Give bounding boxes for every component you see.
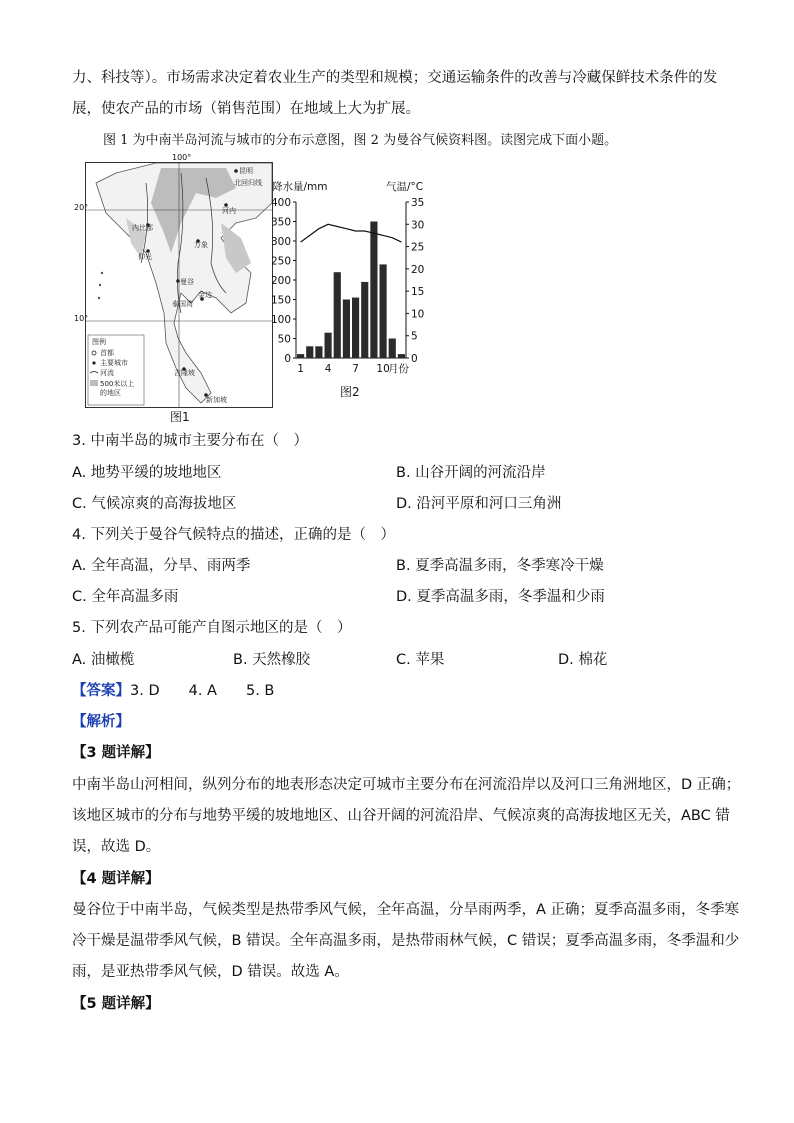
left-tick-label: 0	[284, 353, 291, 365]
left-tick-label: 350	[272, 216, 291, 229]
map-lon-label: 100°	[172, 153, 192, 162]
city-label-naypyidaw: 内比都	[132, 224, 153, 232]
answer-tag: 【答案】	[72, 683, 130, 699]
island-3	[98, 297, 100, 299]
detail-4-heading: 【4 题详解】	[72, 871, 160, 887]
q4-option-d[interactable]: D. 夏季高温多雨，冬季温和少雨	[396, 589, 605, 605]
right-tick-label: 5	[411, 330, 418, 343]
detail-4-line-1: 曼谷位于中南半岛，气候类型是热带季风气候，全年高温，分旱雨两季，A 正确；夏季高温多雨，冬季寒	[72, 902, 740, 918]
precip-bar	[297, 354, 304, 358]
answer-text: 3. D 4. A 5. B	[130, 683, 275, 699]
precip-bar	[315, 346, 322, 358]
detail-4-line-2: 冷干燥是温带季风气候，B 错误。全年高温多雨，是热带雨林气候，C 错误；夏季高温多雨，冬季温和少	[72, 933, 740, 949]
legend-city-symbol	[92, 361, 95, 364]
city-dot-kunming	[234, 169, 238, 173]
gulf-label: 泰国湾	[172, 300, 193, 308]
q3-stem: 3. 中南半岛的城市主要分布在（ ）	[72, 433, 308, 449]
q4-stem: 4. 下列关于曼谷气候特点的描述，正确的是（ ）	[72, 527, 395, 543]
left-tick-label: 300	[272, 236, 291, 248]
left-tick-label: 100	[272, 314, 291, 326]
city-label-singapore: 新加坡	[206, 396, 227, 404]
city-label-bangkok: 曼谷	[180, 278, 194, 286]
analysis-tag: 【解析】	[72, 714, 130, 730]
legend-city: 主要城市	[100, 359, 128, 367]
figure-intro: 图 1 为中南半岛河流与城市的分布示意图，图 2 为曼谷气候资料图。读图完成下面小题。	[103, 133, 618, 148]
island-2	[99, 284, 101, 286]
right-axis-title: 气温/°C	[386, 181, 424, 193]
map-lat20-label: 20°	[74, 203, 89, 212]
detail-3-line-3: 误，故选 D。	[72, 839, 161, 855]
left-tick-label: 50	[277, 333, 291, 346]
left-tick-label: 400	[272, 197, 291, 209]
tropic-label: 北回归线	[234, 179, 262, 187]
precip-bar	[380, 264, 387, 358]
q5-option-d[interactable]: D. 棉花	[558, 652, 608, 668]
temperature-line	[301, 224, 402, 242]
climate-svg	[272, 176, 442, 400]
island-1	[101, 272, 103, 274]
city-label-yangon: 仰光	[138, 253, 152, 261]
left-tick-label: 150	[272, 294, 291, 307]
q4-option-a[interactable]: A. 全年高温，分旱、雨两季	[72, 558, 251, 574]
right-tick-label: 0	[411, 353, 418, 365]
city-label-vientiane: 万象	[194, 241, 208, 249]
x-tick-label: 1	[297, 363, 304, 375]
legend-highland-symbol	[90, 380, 98, 386]
precip-bar	[370, 222, 377, 359]
left-axis-title: 降水量/mm	[272, 181, 328, 193]
city-label-hanoi: 河内	[222, 207, 236, 215]
legend-river: 河流	[100, 369, 114, 377]
x-tick-label: 4	[324, 363, 332, 375]
q3-option-c[interactable]: C. 气候凉爽的高海拔地区	[72, 496, 237, 512]
right-tick-label: 25	[411, 241, 425, 254]
precip-bar	[334, 272, 341, 358]
q4-option-c[interactable]: C. 全年高温多雨	[72, 589, 179, 605]
detail-3-line-1: 中南半岛山河相间，纵列分布的地表形态决定可城市主要分布在河流沿岸以及河口三角洲地区，D 正确；	[72, 777, 741, 793]
map-svg	[86, 163, 272, 407]
legend-highland-1: 500米以上	[100, 380, 135, 388]
precip-bar	[325, 333, 332, 358]
precip-bar	[306, 346, 313, 358]
right-tick-label: 35	[411, 197, 425, 209]
legend-capital: 首都	[100, 349, 114, 357]
detail-5-heading: 【5 题详解】	[72, 996, 160, 1012]
q5-option-c[interactable]: C. 苹果	[396, 652, 445, 668]
precip-bar	[352, 298, 359, 358]
q3-option-a[interactable]: A. 地势平缓的坡地地区	[72, 465, 222, 481]
precip-bar	[343, 300, 350, 359]
q3-option-d[interactable]: D. 沿河平原和河口三角洲	[396, 496, 562, 512]
x-axis-title: 月份	[388, 363, 409, 375]
q5-stem: 5. 下列农产品可能产自图示地区的是（ ）	[72, 620, 352, 636]
map-lat10-label: 10°	[74, 314, 89, 323]
detail-3-heading: 【3 题详解】	[72, 745, 160, 761]
lon-label	[174, 163, 191, 164]
city-label-kualalumpur: 吉隆坡	[174, 369, 195, 377]
q3-option-b[interactable]: B. 山谷开阔的河流沿岸	[396, 465, 546, 481]
x-tick-label: 7	[352, 363, 359, 375]
detail-3-line-2: 该地区城市的分布与地势平缓的坡地地区、山谷开阔的河流沿岸、气候凉爽的高海拔地区无关，ABC 错	[72, 808, 730, 824]
intro-line-1: 力、科技等）。市场需求决定着农业生产的类型和规模；交通运输条件的改善与冷藏保鲜技术条件的发	[72, 70, 718, 86]
climate-caption: 图2	[340, 385, 360, 399]
precip-bar	[361, 282, 368, 358]
q5-option-a[interactable]: A. 油橄榄	[72, 652, 135, 668]
q4-option-b[interactable]: B. 夏季高温多雨，冬季寒冷干燥	[396, 558, 604, 574]
right-tick-label: 10	[411, 308, 425, 321]
legend-highland-2: 的地区	[100, 389, 121, 397]
x-tick-label: 10	[376, 363, 390, 375]
left-tick-label: 200	[272, 275, 291, 287]
precip-bar	[389, 339, 396, 359]
precip-bar	[398, 354, 405, 358]
right-tick-label: 30	[411, 219, 425, 232]
q5-option-b[interactable]: B. 天然橡胶	[233, 652, 311, 668]
legend-title: 图例	[92, 338, 106, 346]
map-figure	[85, 162, 273, 408]
climate-chart	[272, 176, 442, 400]
intro-line-2: 展，使农产品的市场（销售范围）在地域上大为扩展。	[72, 101, 420, 117]
right-tick-label: 20	[411, 263, 425, 276]
city-label-phnompenh: 金边	[198, 291, 212, 299]
left-tick-label: 250	[272, 255, 291, 268]
answer-line	[72, 681, 274, 701]
right-tick-label: 15	[411, 286, 425, 299]
map-caption: 图1	[170, 410, 190, 424]
detail-4-line-3: 雨，是亚热带季风气候，D 错误。故选 A。	[72, 964, 349, 980]
city-label-kunming: 昆明	[239, 167, 253, 175]
